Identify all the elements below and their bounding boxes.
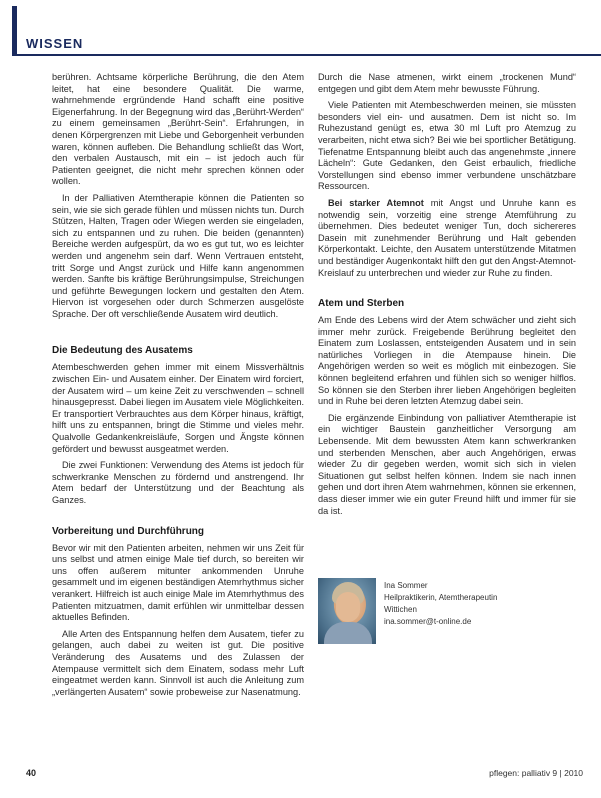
paragraph: Bevor wir mit den Patienten arbeiten, nehmen wir uns Zeit für uns selbst und atmen einige Male tief durch, so bereiten wir uns offen außerem mitunter ankommenden Unruhe gesammelt und im eigenen beständigen Atemrhythmus sicher verankert. Hilfreich ist auch einige Male im Atemrhythmus des Patienten mitzuatmen, damit erfühlen wir unmittelbar dessen aktuelles Befinden. <box>52 542 304 623</box>
paragraph: Durch die Nase atmenen, wirkt einem „trockenen Mund“ entgegen und gibt dem Atem mehr bewusste Führung. <box>318 72 576 94</box>
magazine-footer: pflegen: palliativ 9 | 2010 <box>489 768 583 778</box>
page-number: 40 <box>26 768 37 778</box>
paragraph-text: mit Angst und Unruhe kann es notwendig sein, vorzeitig eine strenge Atemführung zu übernehmen. Dies bedeutet weniger Tun, doch sichereres Dasein mit zunehmender Berührung und Halt gebenden Körperkontakt. Leichte, den Ausatem unterstützende Mitatmen und beständiger Augenkontakt hilft den gut den Angst-Atemnot-Kreislauf zu unterbrechen und wieder zur Ruhe zu finden. <box>318 197 577 278</box>
author-city: Wittichen <box>384 605 417 614</box>
paragraph: Die ergänzende Einbindung von palliativer Atemtherapie ist ein wichtiger Baustein ganzheitlicher Versorgung am Lebensende. Mit dem bewussten Atem kann schwerkranken und sterbenden Menschen, aber auch Angehörigen, erwas wieder Zu dir gegeben werden, womit sich sich in vielen Situationen gut selbst helfen können. Indem sie nach innen gehen und dort ihren Atem wahrnehmen, können sie erkennen, dass dieser immer wie ein guter Freund hilft und immer für sie da ist. <box>318 412 576 516</box>
subheading-atem-sterben: Atem und Sterben <box>318 298 405 310</box>
paragraph: Am Ende des Lebens wird der Atem schwächer und zieht sich immer mehr zurück. Freigebende Berührung begleitet den Einatem zum Loslassen, entsteigenden Ausatem und in sein natürliches Vorliegen in die Atempause hinein. Die Angehörigen werden so weit es möglich mit einbezogen. Sie können begleitend erfahren und fühlen sich so weniger hilflos. So können sie den Sterben ihrer lieben Angehörigen begleiten und in Ruhe bei deren letzten Atemzug dabei sein. <box>318 315 576 407</box>
right-column <box>318 72 576 522</box>
author-box <box>318 578 576 648</box>
paragraph: In der Palliativen Atemtherapie können die Patienten so sein, wie sie sich gerade fühlen und müssen nichts tun. Durch Stützen, Halten, Tragen oder Wiegen werden sie eingeladen, sich zu entspannen und zu ruhen. Die beiden (genannten) Bereiche werden aufgespürt, da wo es gut tut, wo es leichter werden und angenehm sein darf. Wenn Vertrauen entsteht, tritt Sorge und Angst zurück und Hilfe kann angenommen werden. Sanfte bis kräftige Berührungsimpulse, Streichungen und geführte Bewegungen lockern und gestalten den Atem. Hiervon ist vorgesehen oder durch Schmerzen ausgelöste Sprache. Der oft verschließende Ausatem wird deutlich. <box>52 192 304 319</box>
section-title: WISSEN <box>26 36 84 51</box>
paragraph <box>318 198 576 279</box>
paragraph: berühren. Achtsame körperliche Berührung, die den Atem leitet, hat eine besondere Qualität. Die warme, wahrnehmende ergründende Hand schafft eine positive Eigenerfahrung. In der Begegnung wird das „Berührt-Werden“ zu einem gemeinsamen „Berührt-Sein“. Erfahrungen, in denen Körpergrenzen mit Liebe und Geborgenheit verbunden waren, können aufleben. Die Behandlung schließt das Wort, den verbalen Austausch, mit ein – ist jedoch auch für Patienten geeignet, die nicht mehr sprechen können oder wollen. <box>52 72 304 187</box>
paragraph: Atembeschwerden gehen immer mit einem Missverhältnis zwischen Ein- und Ausatem einher. Der Einatem wird forciert, der Ausatem wird – um keine Zeit zu verschwenden – schnell hinausgepresst. Dabei liegen im Ausatem viele Möglichkeiten. Er transportiert Verbrauchtes aus dem Körper hinaus, kräftigt, hilft uns zu entspannen, bringt die Stimme und vieles mehr. Qualvolle Gedankenkreisläufe, Sorgen und Ängste können gefördert und bewusst ausgeatmet werden. <box>52 362 304 454</box>
paragraph: Viele Patienten mit Atembeschwerden meinen, sie müssten besonders viel ein- und ausatmen. Dem ist nicht so. Im Ruhezustand genügt es, etwa 30 ml Luft pro Atemzug zu verarbeiten, nicht etwa sich? Bei wie bei sportlicher Betätigung. Tiefenatme Entspannung bleibt auch das angenehmste „innere Lächeln“: Gute Gedanken, den Geist erbaulich, friedliche Vorstellungen sind ebenso immer verbundene unschätzbare Ressourcen. <box>318 100 576 192</box>
author-name: Ina Sommer <box>384 581 428 590</box>
paragraph: Alle Arten des Entspannung helfen dem Ausatem, tiefer zu gelangen, auch dabei zu weiten ist gut. Die positive Veränderung des Ausatems und des Zulassen der Atempause vermittelt sich dem Einatem, sodass mehr Luft eingeatmet werden kann. Sinnvoll ist auch die Anleitung zum „verlängerten Ausatem“ sowie probeweise zur Nasenatmung. <box>52 628 304 697</box>
bold-phrase: Bei starker Atemnot <box>328 197 424 208</box>
author-info <box>384 580 497 628</box>
author-role: Heilpraktikerin, Atemtherapeutin <box>384 593 498 602</box>
subheading-ausatem: Die Bedeutung des Ausatems <box>52 345 193 357</box>
subheading-vorbereitung: Vorbereitung und Durchführung <box>52 525 205 537</box>
paragraph: Die zwei Funktionen: Verwendung des Atems ist jedoch für schwerkranke Menschen zu fördernd und anstrengend. Ihr Atem bedarf der Unterstützung und der Beachtung als Ganzes. <box>52 460 304 505</box>
author-email: ina.sommer@t-online.de <box>384 617 472 626</box>
section-accent-bar <box>12 6 17 56</box>
left-column <box>52 72 304 703</box>
author-photo <box>318 578 376 644</box>
section-rule <box>17 54 601 56</box>
